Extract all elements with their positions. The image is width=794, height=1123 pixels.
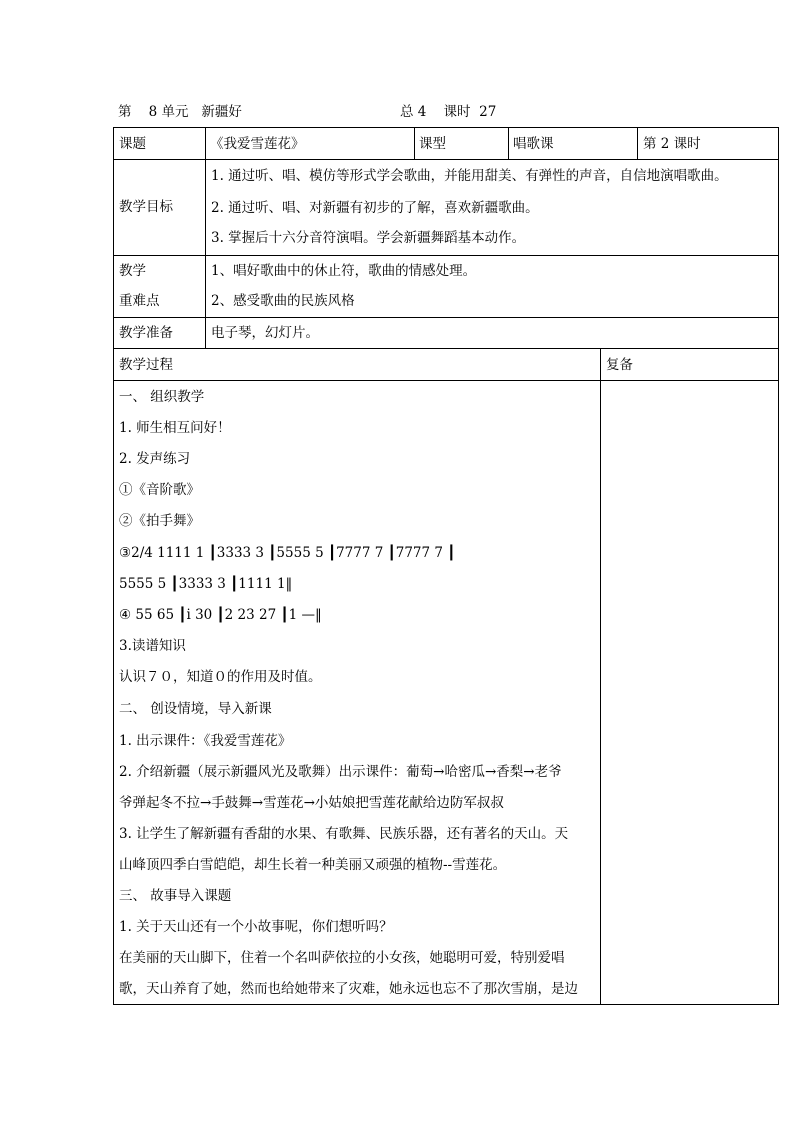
col-divider [600, 349, 601, 1004]
story-line: 在美丽的天山脚下，住着一个名叫萨依拉的小女孩，她聪明可爱，特别爱唱 [119, 950, 565, 966]
process-line: 1. 出示课件：《我爱雪莲花》 [119, 733, 292, 749]
process-line: 2. 介绍新疆（展示新疆风光及歌舞）出示课件：葡萄→哈密瓜→香梨→老爷 [119, 764, 562, 780]
process-line: 认识７０，知道０的作用及时值。 [119, 669, 322, 685]
unit-header [118, 102, 794, 122]
col-divider [414, 128, 415, 159]
unit-info: 第 8 单元 新疆好 [118, 104, 242, 120]
prep-label: 教学准备 [119, 325, 173, 341]
row-divider [114, 317, 778, 318]
notation-line: ④ 55 65 ┃i 30 ┃2 23 27 ┃1 —‖ [119, 607, 322, 623]
col-divider [508, 128, 509, 159]
process-line: 一、 组织教学 [119, 389, 205, 405]
process-line: 1. 师生相互问好！ [119, 420, 231, 436]
process-line: 3. 让学生了解新疆有香甜的水果、有歌舞、民族乐器，还有著名的天山。天 [119, 826, 569, 842]
process-line: 山峰顶四季白雪皑皑，却生长着一种美丽又顽强的植物--雪莲花。 [119, 857, 507, 873]
row-divider [114, 380, 778, 381]
keypoints-label: 重难点 [119, 293, 160, 309]
keypoints-label: 教学 [119, 263, 146, 279]
story-line: 歌，天山养育了她，然而也给她带来了灾难，她永远也忘不了那次雪崩，是边 [119, 981, 578, 997]
process-label: 教学过程 [119, 357, 173, 373]
goals-label: 教学目标 [119, 199, 173, 215]
topic-label: 课题 [119, 136, 146, 152]
lesson-type-label: 课型 [419, 136, 446, 152]
process-line: 3.读谱知识 [119, 638, 186, 654]
keypoint-item: 2、感受歌曲的民族风格 [211, 293, 355, 309]
process-line: 1. 关于天山还有一个小故事呢，你们想听吗？ [119, 919, 393, 935]
process-line: 二、 创设情境，导入新课 [119, 701, 272, 717]
notation-line: ③2/4 1111 1 ┃3333 3 ┃5555 5 ┃7777 7 ┃7777 7 ┃ [119, 545, 456, 561]
keypoint-item: 1、唱好歌曲中的休止符，歌曲的情感处理。 [211, 263, 477, 279]
notation-line: 5555 5 ┃3333 3 ┃1111 1‖ [119, 576, 293, 592]
process-line: ①《音阶歌》 [119, 482, 200, 498]
goal-item: 2. 通过听、唱、对新疆有初步的了解，喜欢新疆歌曲。 [211, 200, 539, 216]
process-line: 三、 故事导入课题 [119, 888, 232, 904]
col-divider [637, 128, 638, 159]
review-label: 复备 [606, 357, 633, 373]
process-line: 2. 发声练习 [119, 451, 191, 467]
lesson-number: 第 2 课时 [643, 136, 701, 152]
process-line: 爷弹起冬不拉→手鼓舞→雪莲花→小姑娘把雪莲花献给边防军叔叔 [119, 795, 504, 811]
prep-value: 电子琴，幻灯片。 [211, 325, 319, 341]
process-line: ②《拍手舞》 [119, 513, 200, 529]
goal-item: 1. 通过听、唱、模仿等形式学会歌曲，并能用甜美、有弹性的声音，自信地演唱歌曲。 [211, 168, 728, 184]
row-divider [114, 255, 778, 256]
row-divider [114, 159, 778, 160]
topic-value: 《我爱雪莲花》 [210, 136, 305, 152]
goal-item: 3. 掌握后十六分音符演唱。学会新疆舞蹈基本动作。 [211, 230, 526, 246]
total-lessons: 总 4 课时 27 [400, 104, 497, 120]
lesson-type-value: 唱歌课 [513, 136, 554, 152]
row-divider [114, 348, 778, 349]
col-divider [205, 128, 206, 349]
